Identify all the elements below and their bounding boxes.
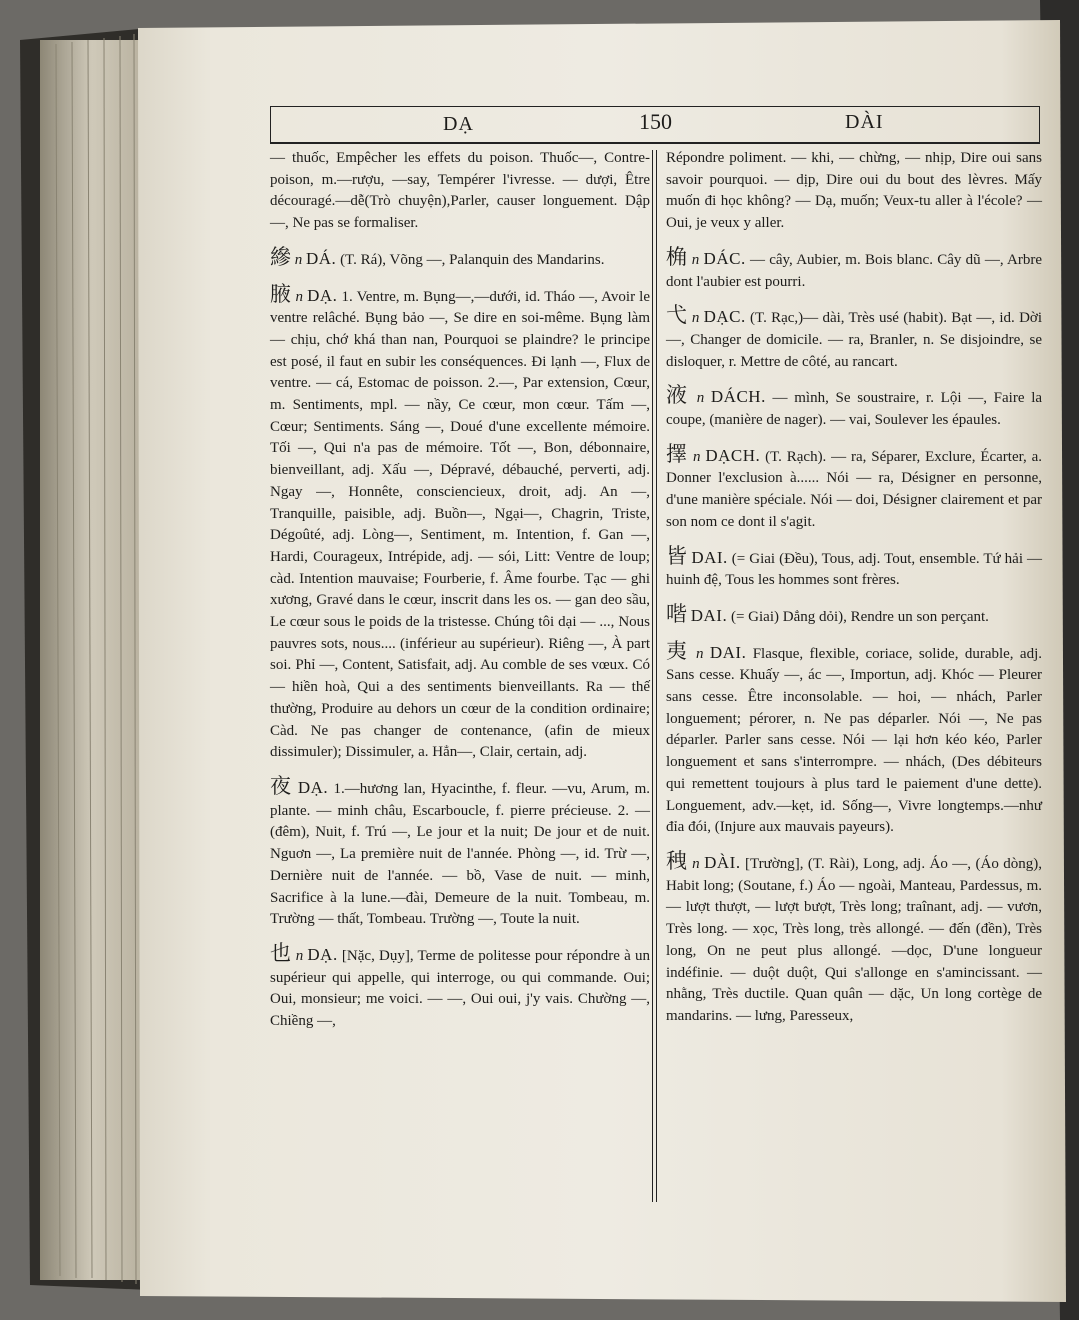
entry-headword: DÁC.	[703, 248, 746, 268]
left-column	[270, 148, 650, 1045]
entry-headword: DAI.	[709, 642, 747, 662]
entry-character: 夷	[666, 638, 690, 663]
dictionary-entry	[270, 148, 650, 235]
dictionary-entry	[270, 773, 650, 931]
entry-character: 擇	[666, 441, 689, 466]
entry-character: 縿	[270, 244, 291, 269]
entry-character: 桷	[666, 244, 688, 269]
page-header	[270, 106, 1040, 144]
entry-body: — cây, Aubier, m. Bois blanc. Cây dũ —, Arbre dont l'aubier est pourri.	[666, 251, 1043, 290]
entry-headword: DAI.	[691, 547, 728, 567]
dictionary-entry	[666, 601, 1042, 629]
entry-body: [Trường], (T. Rài), Long, adj. Áo —, (Áo dòng), Habit long; (Soutane, f.) Áo — ngoài, Manteau, Pardessus, m. — lượt thượt, — lượt bượt, Très long; traînant, adj. — vươn, Très long. — xọc, Très long, très allongé. — đến (đền), Très long, On ne peut plus allongé. —dọc, D'une longueur indéfinie. — duột duột, Qui s'allonge en s'amincissant. — nhằng, Très ductile. Quan quân — dặc, Un long cortège de mandarins. — lưng, Paresseux,	[666, 855, 1043, 1024]
dictionary-entry	[270, 281, 650, 764]
entry-body: (= Giai (Đều), Tous, adj. Tout, ensemble. Tứ hải — huinh đệ, Tous les hommes sont frères.	[666, 550, 1043, 589]
entry-body: (T. Rá), Võng —, Palanquin des Mandarins.	[336, 251, 605, 268]
entry-character: 皆	[666, 543, 688, 568]
page-stack	[40, 40, 144, 1280]
dictionary-entry	[270, 940, 651, 1033]
dictionary-entry	[666, 385, 1042, 431]
entry-headword: DẠC.	[703, 307, 746, 327]
entry-headword: DÁCH.	[710, 387, 766, 407]
entry-body: Répondre poliment. — khi, — chừng, — nhịp, Dire oui sans savoir pourquoi. — dịp, Dire oui du bout des lèvres. Mấy muốn đi học không? — Dạ, muốn; Veux-tu aller à l'école? — Oui, je veux y aller.	[666, 150, 1042, 232]
entry-pos: n	[295, 288, 303, 305]
header-right-word: DÀI	[845, 111, 884, 133]
entry-body: 1. Ventre, m. Bụng—,—dưới, id. Tháo —, Avoir le ventre relâché. Bụng bảo —, Se dire en soi-même. Bụng làm — chịu, chớ khá than nan, Pourquoi se plaindre? le principe est posé, il faut en subir les conséquences. Đi lạnh —, Flux de ventre. — cá, Estomac de poisson. 2.—, Par extension, Cœur, m. Sentiments, mpl. — nầy, Ce cœur, mon cœur. Tấm —, Cœur; Sentiments. Sáng —, Doué d'une excellente mémoire. Tối —, Qui n'a pas de mémoire. Tốt —, Bon, débonnaire, bienveillant, adj. Xấu —, Dépravé, débauché, perverti, adj. Ngay —, Honnête, consciencieux, droit, adj. An —, Tranquille, paisible, adj. Buồn—, Ngại—, Chagrin, Triste, Dégoûté, adj. Lòng—, Sentiment, m. Intention, f. Gan —, Hardi, Courageux, Intrépide, adj. — sói, Litt: Ventre de loup; càd. Intention mauvaise; Fourberie, f. Âme fourbe. Tạc — ghi xương, Gravé dans le cœur, inscrit dans les os. — gan deo sầu, Le cœur sous le poids de la tristesse. Chúng tôi dại — ..., Nous pauvres sots, nous.... (inférieur au supérieur). Riêng —, À part soi. Phỉ —, Content, Satisfait, adj. Au comble de ses vœux. Có — hiền hoà, Qui a des sentiments bienveillants. Ra — thế thường, Produire au dehors un cœur de la condition ordinaire; Càd. Ne pas changer de contenance, (afin de mieux dissimuler); Dissimuler, a. Hẳn—, Clair, certain, adj.	[270, 288, 650, 761]
dictionary-entry	[666, 441, 1043, 534]
entry-character: 喈	[666, 601, 687, 626]
entry-pos: n	[692, 448, 701, 465]
dictionary-entry	[666, 543, 1043, 592]
dictionary-page	[138, 22, 1064, 1298]
page-number: 150	[639, 109, 672, 134]
entry-body: (= Giai) Dẳng dỏi), Rendre un son perçant.	[727, 608, 989, 625]
column-divider	[652, 150, 657, 1202]
dictionary-entry	[666, 638, 1042, 839]
entry-body: — thuốc, Empêcher les effets du poison. Thuốc—, Contre-poison, m.—rượu, —say, Tempérer l'ivresse. — dượi, Être découragé.—dễ(Trò chuyện),Parler, causer longuement. Dập —, Ne pas se formaliser.	[270, 150, 650, 232]
entry-pos: n	[691, 251, 700, 268]
entry-headword: DẠ.	[297, 777, 329, 797]
entry-character: 腋	[270, 281, 292, 306]
entry-character: 夜	[270, 773, 293, 798]
entry-headword: DẠCH.	[705, 445, 761, 465]
entry-character: 䄿	[666, 848, 688, 873]
right-column	[666, 148, 1042, 1040]
entry-character: 液	[666, 383, 690, 408]
entry-pos: n	[692, 855, 700, 872]
dictionary-entry	[666, 244, 1043, 293]
entry-pos: n	[294, 251, 303, 268]
dictionary-entry	[270, 244, 650, 272]
header-left-word: DẠ	[443, 113, 474, 135]
entry-character: 弋	[666, 303, 688, 328]
entry-headword: DẠ.	[307, 285, 338, 305]
entry-headword: DẠ.	[307, 944, 338, 964]
entry-headword: DAI.	[690, 605, 728, 625]
entry-body: (T. Rạc,)— dài, Très usé (habit). Bạt —, id. Dời —, Changer de domicile. — ra, Branler, n. Se disjoindre, se disloquer, r. Mettre de côté, au rancart.	[666, 310, 1042, 370]
dictionary-entry	[666, 148, 1042, 235]
entry-body: (T. Rạch). — ra, Séparer, Exclure, Écarter, a. Donner l'exclusion à...... Nói — ra, Désigner en personne, d'une manière spéciale. Nói — doi, Désigner clairement et par son nom ce dont il s'agit.	[666, 448, 1043, 530]
entry-pos: n	[696, 645, 704, 662]
entry-body: — mình, Se soustraire, r. Lội —, Faire la coupe, (manière de nager). — vai, Soulever les épaules.	[666, 390, 1043, 429]
entry-headword: DÀI.	[704, 852, 741, 872]
dictionary-entry	[666, 848, 1043, 1028]
entry-headword: DÁ.	[306, 248, 337, 268]
entry-pos: n	[696, 390, 705, 407]
entry-body: Flasque, flexible, coriace, solide, durable, adj. Sans cesse. Khuấy —, ác —, Importun, adj. Khóc — Pleurer sans cesse. Être inconsolable. — hoi, — nhách, Parler longuement; pérorer, n. Ne pas déparler. Nói —, Ne pas déparler. Parler sans cesse. Nói — lại hơn kéo kéo, Parler longuement et sans s'interrompre. — nhách, (Des débiteurs qui remettent toujours à plus tard le paiement d'une dette). Longuement, adv.—kẹt, id. Sống—, Vivre longtemps.—như đỉa đói, (Injure aux mauvais payeurs).	[666, 645, 1042, 836]
entry-pos: n	[691, 310, 700, 327]
entry-body: [Nặc, Dụy], Terme de politesse pour répondre à un supérieur qui appelle, qui interroge, ou qui commande. Oui; Oui, monsieur; me voici. — —, Oui oui, j'y vais. Chường —, Chiềng —,	[270, 947, 651, 1030]
entry-body: 1.—hương lan, Hyacinthe, f. fleur. —vu, Arum, m. plante. — minh châu, Escarboucle, f. pierre précieuse. 2. — (đêm), Nuit, f. Trú —, Le jour et la nuit; De jour et de nuit. Nguơn —, La première nuit de l'année. Phòng —, id. Trừ —, Dernière nuit de l'année. — bồ, Vase de nuit. — minh, Sacrifice à la lune.—đài, Demeure de la nuit. Tombeau, m. Trường — thất, Tombeau. Trường —, Toute la nuit.	[270, 780, 650, 928]
dictionary-entry	[666, 305, 1042, 373]
entry-pos: n	[295, 947, 304, 964]
entry-character: 也	[270, 940, 292, 965]
